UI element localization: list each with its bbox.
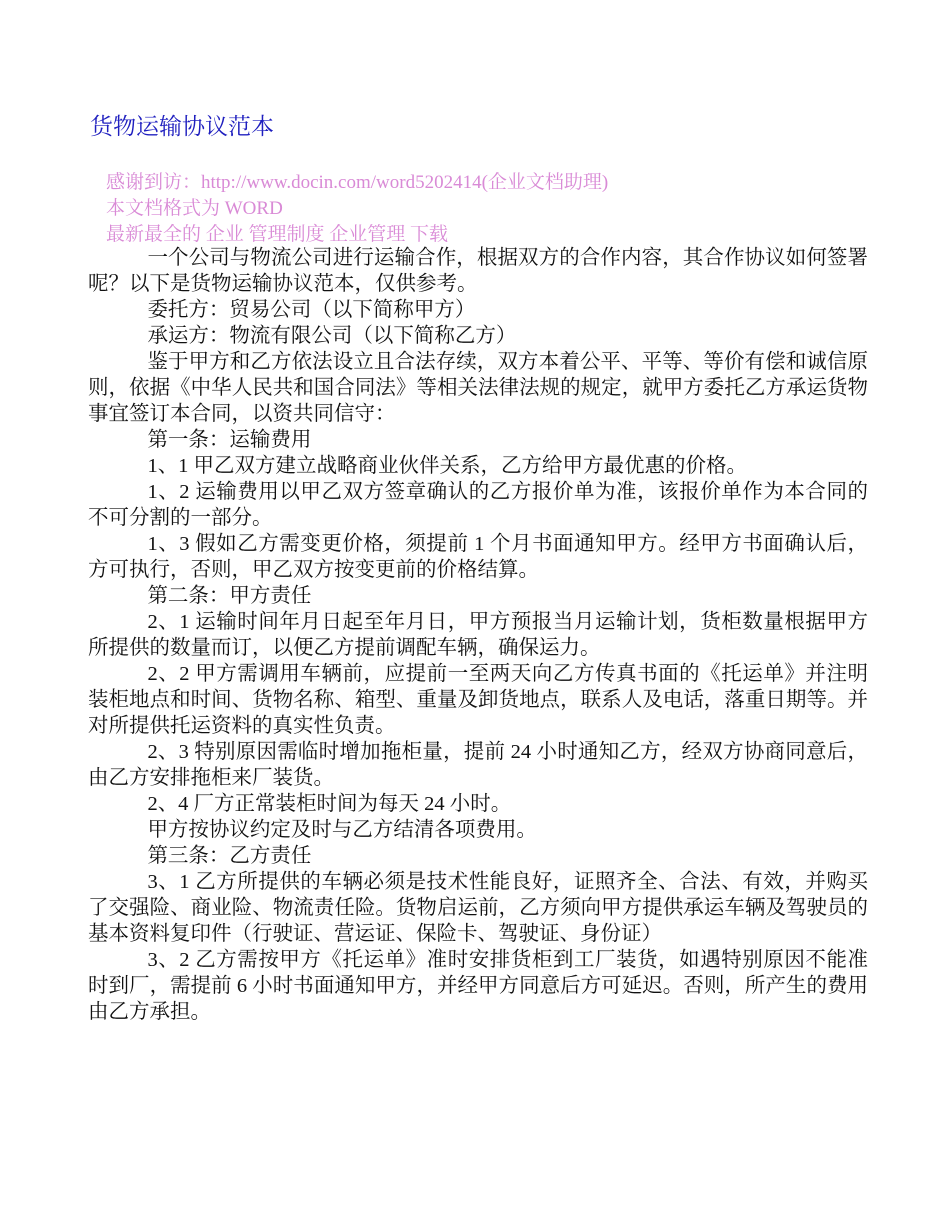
paragraph-client: 委托方：贸易公司（以下简称甲方）	[147, 299, 476, 321]
clause-1-2: 1、2 运输费用以甲乙双方签章确认的乙方报价单为准，该报价单作为本合同的不可分割的一部分。	[88, 481, 868, 529]
section-heading-2: 第二条：甲方责任	[147, 585, 312, 607]
document-body	[88, 245, 868, 1025]
notice-visit-link[interactable]: 感谢到访：http://www.docin.com/word5202414(企业文档助理)	[106, 172, 609, 193]
clause-1-1: 1、1 甲乙双方建立战略商业伙伴关系，乙方给甲方最优惠的价格。	[147, 455, 748, 477]
clause-3-1: 3、1 乙方所提供的车辆必须是技术性能良好，证照齐全、合法、有效，并购买了交强险、商业险、物流责任险。货物启运前，乙方须向甲方提供承运车辆及驾驶员的基本资料复印件（行驶证、营运证、保险卡、驾驶证、身份证）	[88, 871, 868, 945]
notice-download-link[interactable]: 最新最全的 企业 管理制度 企业管理 下载	[106, 224, 449, 245]
promo-notice	[106, 170, 608, 248]
notice-format: 本文档格式为 WORD	[106, 198, 283, 219]
section-heading-1: 第一条：运输费用	[147, 429, 312, 451]
section-heading-3: 第三条：乙方责任	[147, 845, 312, 867]
clause-2-3: 2、3 特别原因需临时增加拖柜量，提前 24 小时通知乙方，经双方协商同意后，由乙方安排拖柜来厂装货。	[88, 741, 868, 789]
clause-2-2: 2、2 甲方需调用车辆前，应提前一至两天向乙方传真书面的《托运单》并注明装柜地点和时间、货物名称、箱型、重量及卸货地点，联系人及电话，落重日期等。并对所提供托运资料的真实性负责。	[88, 663, 868, 737]
clause-1-3: 1、3 假如乙方需变更价格，须提前 1 个月书面通知甲方。经甲方书面确认后，方可执行，否则，甲乙双方按变更前的价格结算。	[88, 533, 868, 581]
paragraph-intro: 一个公司与物流公司进行运输合作，根据双方的合作内容，其合作协议如何签署呢？以下是货物运输协议范本，仅供参考。	[88, 247, 868, 295]
document-title: 货物运输协议范本	[90, 114, 274, 140]
paragraph-carrier: 承运方：物流有限公司（以下简称乙方）	[147, 325, 517, 347]
clause-3-2: 3、2 乙方需按甲方《托运单》准时安排货柜到工厂装货，如遇特别原因不能准时到厂，需提前 6 小时书面通知甲方，并经甲方同意后方可延迟。否则，所产生的费用由乙方承担。	[88, 949, 868, 1023]
clause-2-1: 2、1 运输时间年月日起至年月日，甲方预报当月运输计划，货柜数量根据甲方所提供的数量而订，以便乙方提前调配车辆，确保运力。	[88, 611, 868, 659]
clause-2-4: 2、4 厂方正常装柜时间为每天 24 小时。	[147, 793, 512, 815]
clause-2-settlement: 甲方按协议约定及时与乙方结清各项费用。	[147, 819, 537, 841]
paragraph-preamble: 鉴于甲方和乙方依法设立且合法存续，双方本着公平、平等、等价有偿和诚信原则，依据《中华人民共和国合同法》等相关法律法规的规定，就甲方委托乙方承运货物事宜签订本合同，以资共同信守：	[88, 351, 868, 425]
